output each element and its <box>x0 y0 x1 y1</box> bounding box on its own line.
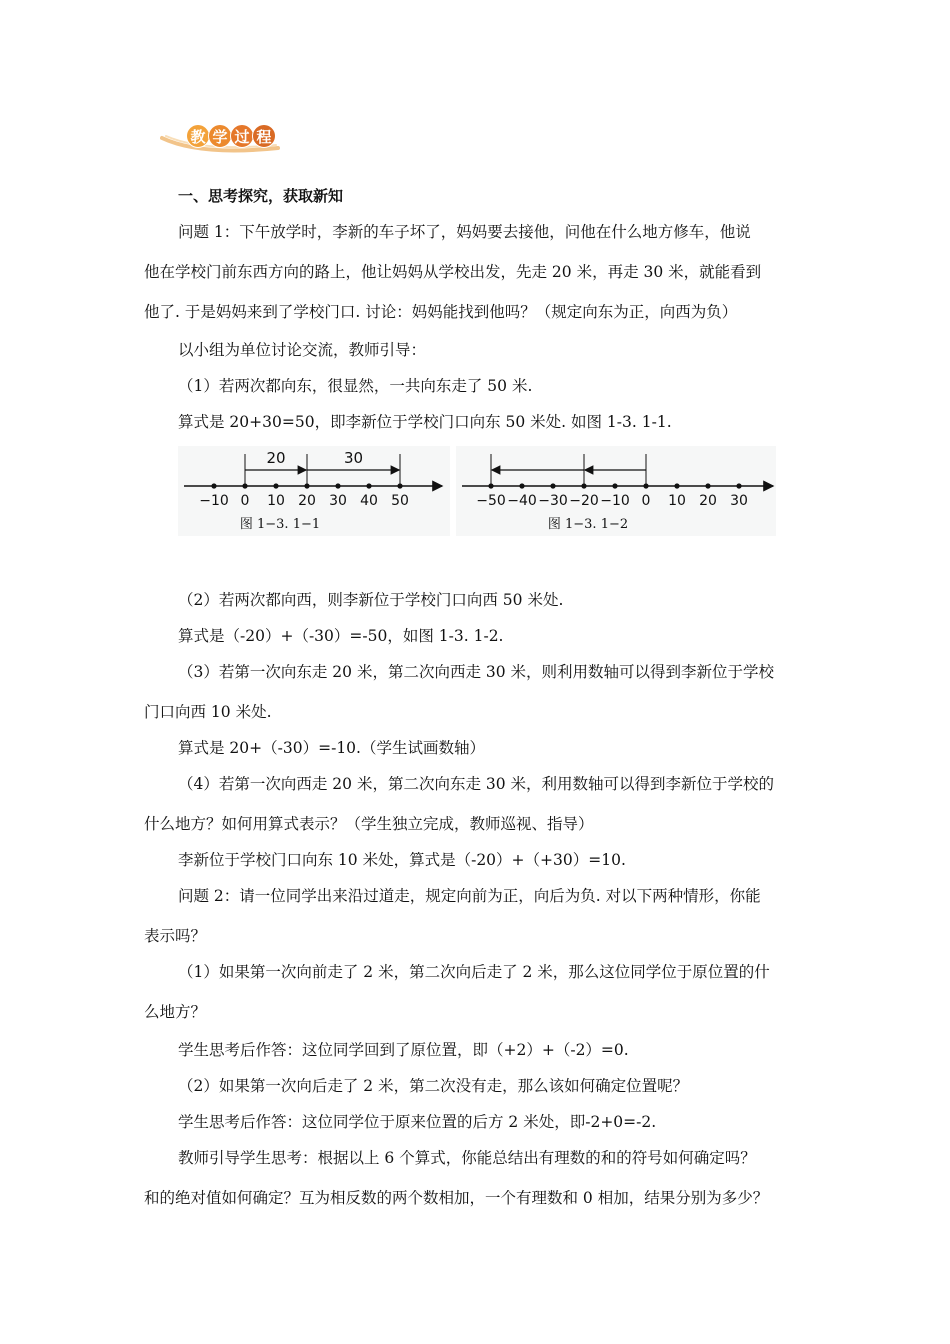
axis-point <box>550 483 555 488</box>
axis-point <box>519 483 524 488</box>
paragraph-line: （2）若两次都向西，则李新位于学校门口向西 50 米处. <box>178 591 564 609</box>
paragraph-line: 他了. 于是妈妈来到了学校门口. 讨论：妈妈能找到他吗？（规定向东为正，向西为负） <box>144 303 738 321</box>
tick-label: 50 <box>391 493 409 509</box>
figure-1 <box>178 446 450 536</box>
axis-point <box>612 483 617 488</box>
paragraph-line: 么地方？ <box>144 1003 207 1021</box>
tick-label: 30 <box>730 493 748 509</box>
axis-point <box>335 483 340 488</box>
axis-point <box>273 483 278 488</box>
badge-char: 学 <box>208 124 232 148</box>
tick-label: −10 <box>199 493 229 509</box>
paragraph-line: 教师引导学生思考：根据以上 6 个算式，你能总结出有理数的和的符号如何确定吗？ <box>178 1149 756 1167</box>
badge-char: 过 <box>230 124 254 148</box>
paragraph-line: （3）若第一次向东走 20 米，第二次向西走 30 米，则利用数轴可以得到李新位于学校 <box>178 663 775 681</box>
segment-label: 20 <box>266 449 286 467</box>
tick-label: 10 <box>668 493 686 509</box>
paragraph-line: 问题 1：下午放学时，李新的车子坏了，妈妈要去接他，问他在什么地方修车，他说 <box>178 223 751 241</box>
paragraph-line: 学生思考后作答：这位同学位于原来位置的后方 2 米处，即-2+0=-2. <box>178 1113 657 1131</box>
section-heading: 一、思考探究，获取新知 <box>178 187 344 205</box>
tick-label: −30 <box>538 493 568 509</box>
badge-char: 教 <box>186 124 210 148</box>
axis-point <box>211 483 216 488</box>
paragraph-line: 算式是 20+（-30）=-10.（学生试画数轴） <box>178 739 485 757</box>
paragraph-line: （1）如果第一次向前走了 2 米，第二次向后走了 2 米，那么这位同学位于原位置的什 <box>178 963 770 981</box>
tick-label: 30 <box>329 493 347 509</box>
tick-label: 10 <box>267 493 285 509</box>
paragraph-line: （1）若两次都向东，很显然，一共向东走了 50 米. <box>178 377 533 395</box>
axis-point <box>674 483 679 488</box>
figure-caption: 图 1−3. 1−1 <box>239 517 321 532</box>
tick-label: 0 <box>240 493 250 509</box>
paragraph-line: 门口向西 10 米处. <box>144 703 272 721</box>
paragraph-line: （2）如果第一次向后走了 2 米，第二次没有走，那么该如何确定位置呢？ <box>178 1077 689 1095</box>
tick-label: −50 <box>476 493 506 509</box>
paragraph-line: （4）若第一次向西走 20 米，第二次向东走 30 米，利用数轴可以得到李新位于学校的 <box>178 775 775 793</box>
paragraph-line: 问题 2：请一位同学出来沿过道走，规定向前为正，向后为负. 对以下两种情形，你能 <box>178 887 761 905</box>
paragraph-line: 和的绝对值如何确定？互为相反数的两个数相加，一个有理数和 0 相加，结果分别为多少？ <box>144 1189 769 1207</box>
paragraph-line: 李新位于学校门口向东 10 米处，算式是（-20）+（+30）=10. <box>178 851 626 869</box>
paragraph-line: 学生思考后作答：这位同学回到了原位置，即（+2）+（-2）=0. <box>178 1041 629 1059</box>
tick-label: −40 <box>507 493 537 509</box>
axis-point <box>736 483 741 488</box>
tick-label: −20 <box>569 493 599 509</box>
paragraph-line: 算式是（-20）+（-30）=-50，如图 1-3. 1-2. <box>178 627 504 645</box>
axis-point <box>705 483 710 488</box>
figure-caption: 图 1−3. 1−2 <box>547 517 629 532</box>
paragraph-line: 什么地方？如何用算式表示？（学生独立完成，教师巡视、指导） <box>144 815 594 833</box>
segment-label: 30 <box>343 449 364 467</box>
number-line-svg <box>176 444 776 539</box>
figure-2 <box>456 446 776 536</box>
paragraph-line: 以小组为单位讨论交流，教师引导： <box>178 341 427 359</box>
section-badge <box>160 120 290 158</box>
badge-char: 程 <box>252 124 276 148</box>
paragraph-line: 他在学校门前东西方向的路上，他让妈妈从学校出发，先走 20 米，再走 30 米，就能看到 <box>144 263 762 281</box>
tick-label: 0 <box>641 493 651 509</box>
tick-label: 20 <box>699 493 717 509</box>
tick-label: 20 <box>298 493 316 509</box>
tick-label: −10 <box>600 493 630 509</box>
axis-point <box>366 483 371 488</box>
paragraph-line: 表示吗？ <box>144 927 207 945</box>
number-line-figures <box>176 444 776 539</box>
paragraph-line: 算式是 20+30=50，即李新位于学校门口向东 50 米处. 如图 1-3. 1-1. <box>178 413 672 431</box>
tick-label: 40 <box>360 493 378 509</box>
